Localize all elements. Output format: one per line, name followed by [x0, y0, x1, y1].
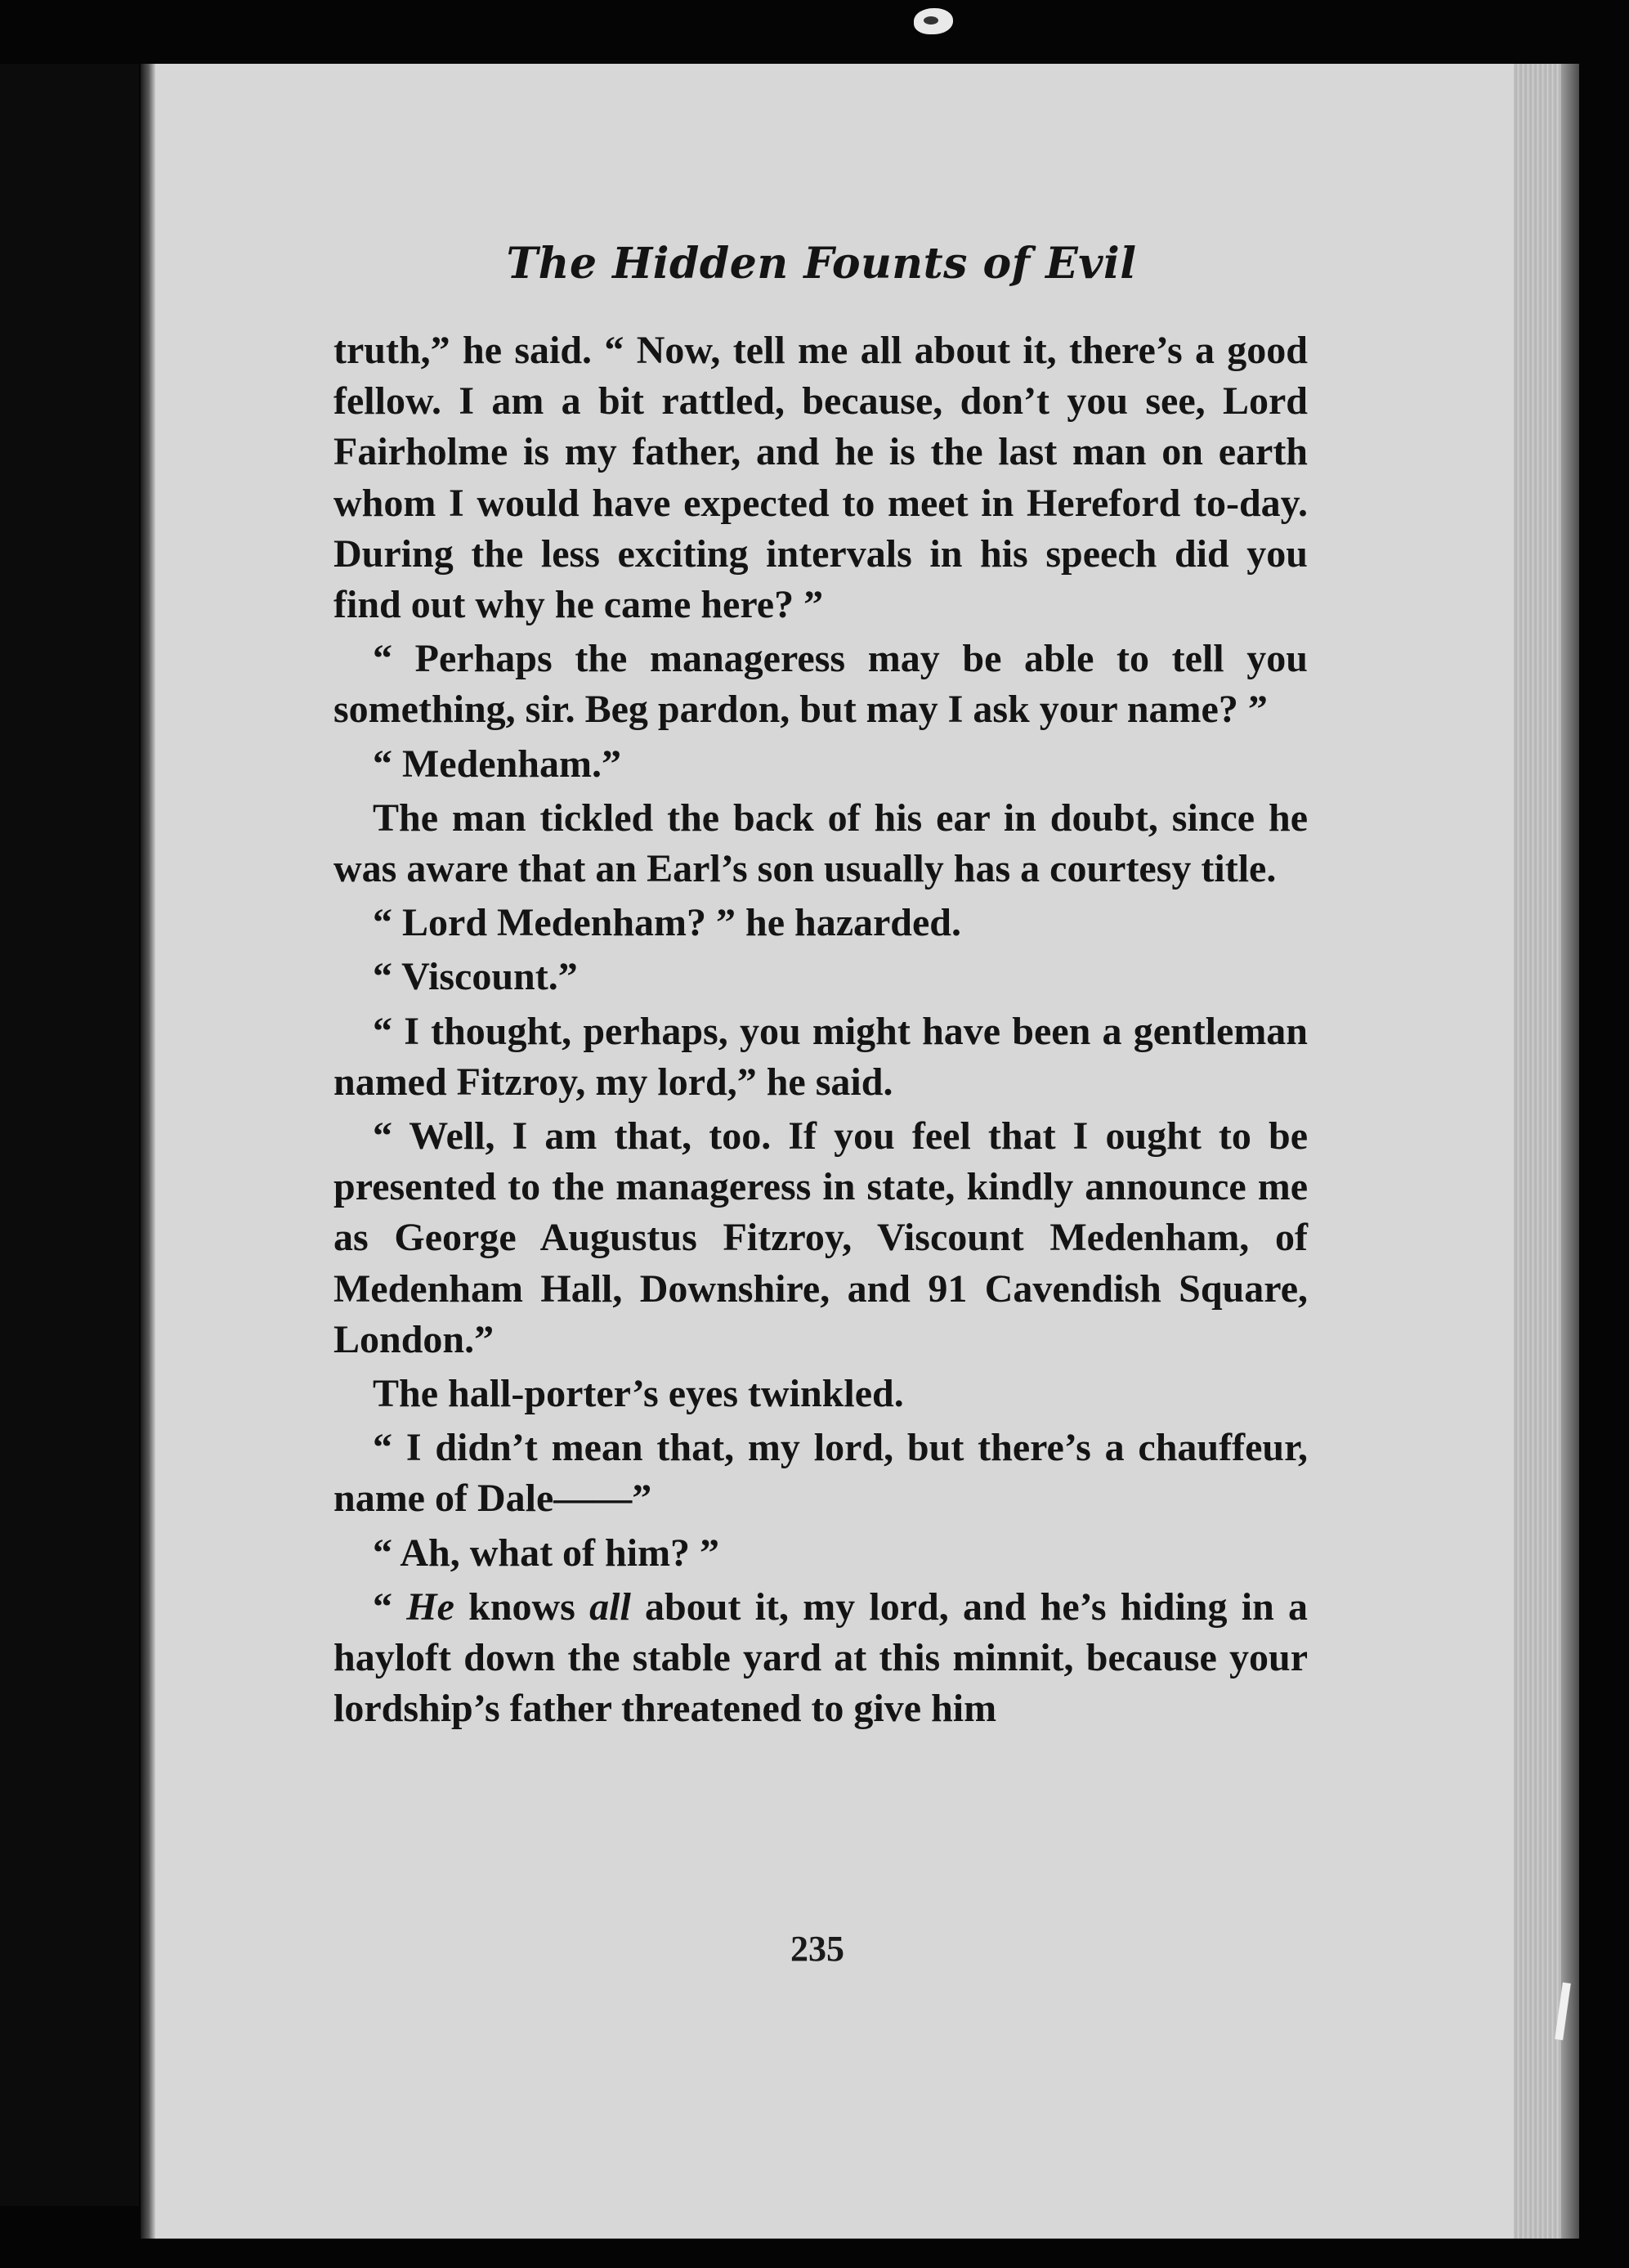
running-head: The Hidden Founts of Evil [506, 239, 1137, 289]
page-fold [141, 64, 155, 2239]
scan-mark [914, 8, 953, 34]
paragraph: truth,” he said. “ Now, tell me all about it, there’s a good fellow. I am a bit rattled, because, don’t you see, Lord Fairholme is my father, and he is the last man on earth whom I would have expected to meet in Hereford to-day. During the less exciting intervals in his speech did you find out why he came here? ” [333, 329, 1308, 627]
emphasis-he: He [406, 1584, 454, 1629]
body-text [333, 325, 1308, 1737]
text-rest: about it, my lord, and he’s hiding in a hayloft down the stable yard at this minnit, because your lordship’s father threatened to give him [333, 1584, 1309, 1731]
paragraph: “ Well, I am that, too. If you feel that I ought to be presented to the manageress in state, kindly announce me as George Augustus Fitzroy, Viscount Medenham, of Medenham Hall, Downshire, and 91 Cavendish Square, London.” [333, 1114, 1308, 1361]
paragraph: “ Lord Medenham? ” he hazarded. [373, 901, 961, 945]
emphasis-all: all [589, 1584, 631, 1629]
paragraph: “ Viscount.” [373, 955, 578, 999]
paragraph: The hall-porter’s eyes twinkled. [373, 1372, 904, 1416]
facing-page-gutter [0, 64, 139, 2206]
text-knows: knows [454, 1584, 590, 1629]
paragraph: “ I thought, perhaps, you might have been a gentleman named Fitzroy, my lord,” he said. [333, 1009, 1308, 1104]
paragraph: “ Ah, what of him? ” [373, 1531, 720, 1575]
page-number: 235 [790, 1929, 844, 1969]
paragraph: “ Medenham.” [373, 742, 621, 786]
paragraph: “ I didn’t mean that, my lord, but there’s a chauffeur, name of Dale——” [333, 1426, 1308, 1521]
page-edge-shadow [1561, 64, 1579, 2239]
open-quote: “ [373, 1584, 407, 1629]
paragraph: “ Perhaps the manageress may be able to tell you something, sir. Beg pardon, but may I ask your name? ” [333, 637, 1308, 732]
paragraph-last [333, 1582, 1308, 1735]
paragraph: The man tickled the back of his ear in doubt, since he was aware that an Earl’s son usually has a courtesy title. [333, 796, 1308, 891]
